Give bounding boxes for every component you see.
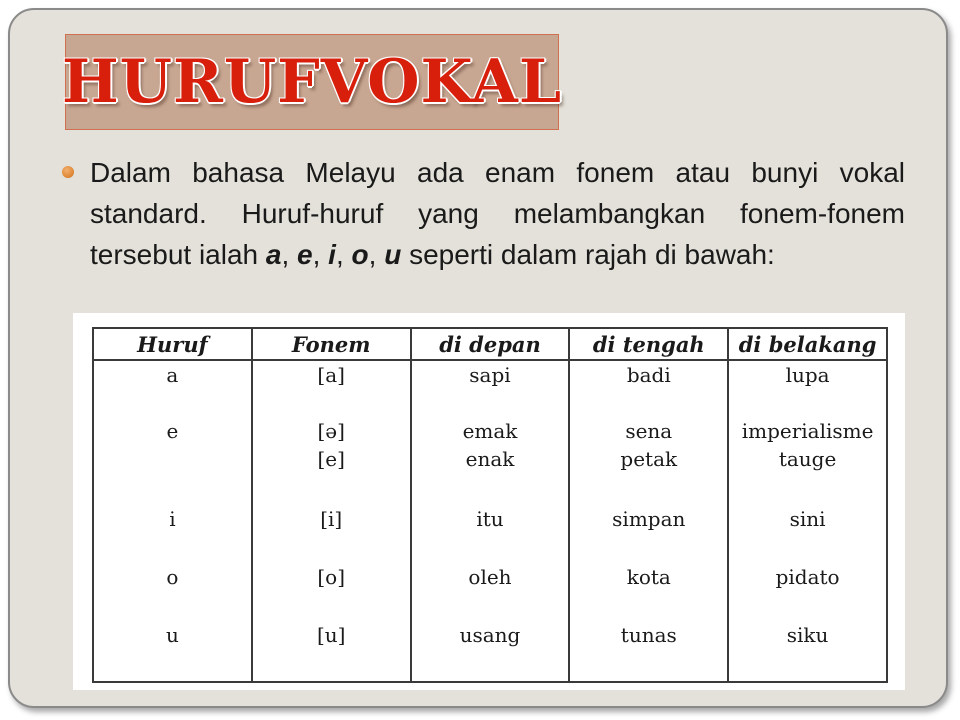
cell-di-belakang: pidato xyxy=(728,563,887,621)
belakang-line: tauge xyxy=(778,447,837,471)
cell-di-tengah xyxy=(569,417,728,505)
slide xyxy=(8,8,948,708)
cell-huruf: e xyxy=(93,417,252,505)
cell-di-belakang: siku xyxy=(728,621,887,682)
cell-di-tengah: kota xyxy=(569,563,728,621)
cell-di-tengah: badi xyxy=(569,360,728,417)
vowel-table xyxy=(92,327,888,683)
belakang-line: imperialisme xyxy=(741,419,874,443)
cell-huruf: u xyxy=(93,621,252,682)
cell-di-belakang: sini xyxy=(728,505,887,563)
cell-di-belakang xyxy=(728,417,887,505)
cell-di-depan: sapi xyxy=(411,360,570,417)
table-image xyxy=(73,313,905,690)
letter-o: o xyxy=(351,239,369,270)
cell-fonem: [i] xyxy=(252,505,411,563)
header-di-depan: di depan xyxy=(411,328,570,360)
cell-di-depan: itu xyxy=(411,505,570,563)
letter-i: i xyxy=(328,239,336,270)
letter-a: a xyxy=(265,239,282,270)
paragraph-outro: seperti dalam rajah di bawah: xyxy=(401,239,775,270)
tengah-line: sena xyxy=(625,419,673,443)
letter-e: e xyxy=(297,239,313,270)
separator: , xyxy=(312,239,329,270)
tengah-line: petak xyxy=(620,447,678,471)
fonem-line: [ə] xyxy=(317,419,345,443)
header-di-belakang: di belakang xyxy=(728,328,887,360)
table-row xyxy=(93,621,887,682)
title-box xyxy=(61,34,563,130)
cell-fonem: [u] xyxy=(252,621,411,682)
cell-fonem: [o] xyxy=(252,563,411,621)
slide-title: HURUFVOKAL xyxy=(61,47,563,117)
bullet-icon xyxy=(62,166,74,178)
table-row xyxy=(93,505,887,563)
header-di-tengah: di tengah xyxy=(569,328,728,360)
cell-fonem: [a] xyxy=(252,360,411,417)
cell-di-depan: usang xyxy=(411,621,570,682)
cell-di-tengah: simpan xyxy=(569,505,728,563)
cell-huruf: o xyxy=(93,563,252,621)
letter-u: u xyxy=(384,239,402,270)
cell-di-depan xyxy=(411,417,570,505)
table-row xyxy=(93,360,887,417)
separator: , xyxy=(281,239,298,270)
fonem-line: [e] xyxy=(317,447,345,471)
cell-di-belakang: lupa xyxy=(728,360,887,417)
table-row xyxy=(93,563,887,621)
table-header-row xyxy=(93,328,887,360)
table-row xyxy=(93,417,887,505)
cell-di-tengah: tunas xyxy=(569,621,728,682)
body-paragraph xyxy=(90,152,905,317)
cell-fonem xyxy=(252,417,411,505)
depan-line: enak xyxy=(465,447,515,471)
cell-di-depan: oleh xyxy=(411,563,570,621)
depan-line: emak xyxy=(462,419,518,443)
header-fonem: Fonem xyxy=(252,328,411,360)
paragraph-intro: Dalam bahasa Melayu ada enam fonem atau bunyi vokal standard. Huruf-huruf yang melambangkan fonem-fonem tersebut ialah xyxy=(90,157,905,270)
cell-huruf: i xyxy=(93,505,252,563)
cell-huruf: a xyxy=(93,360,252,417)
header-huruf: Huruf xyxy=(93,328,252,360)
separator: , xyxy=(335,239,352,270)
separator: , xyxy=(368,239,385,270)
